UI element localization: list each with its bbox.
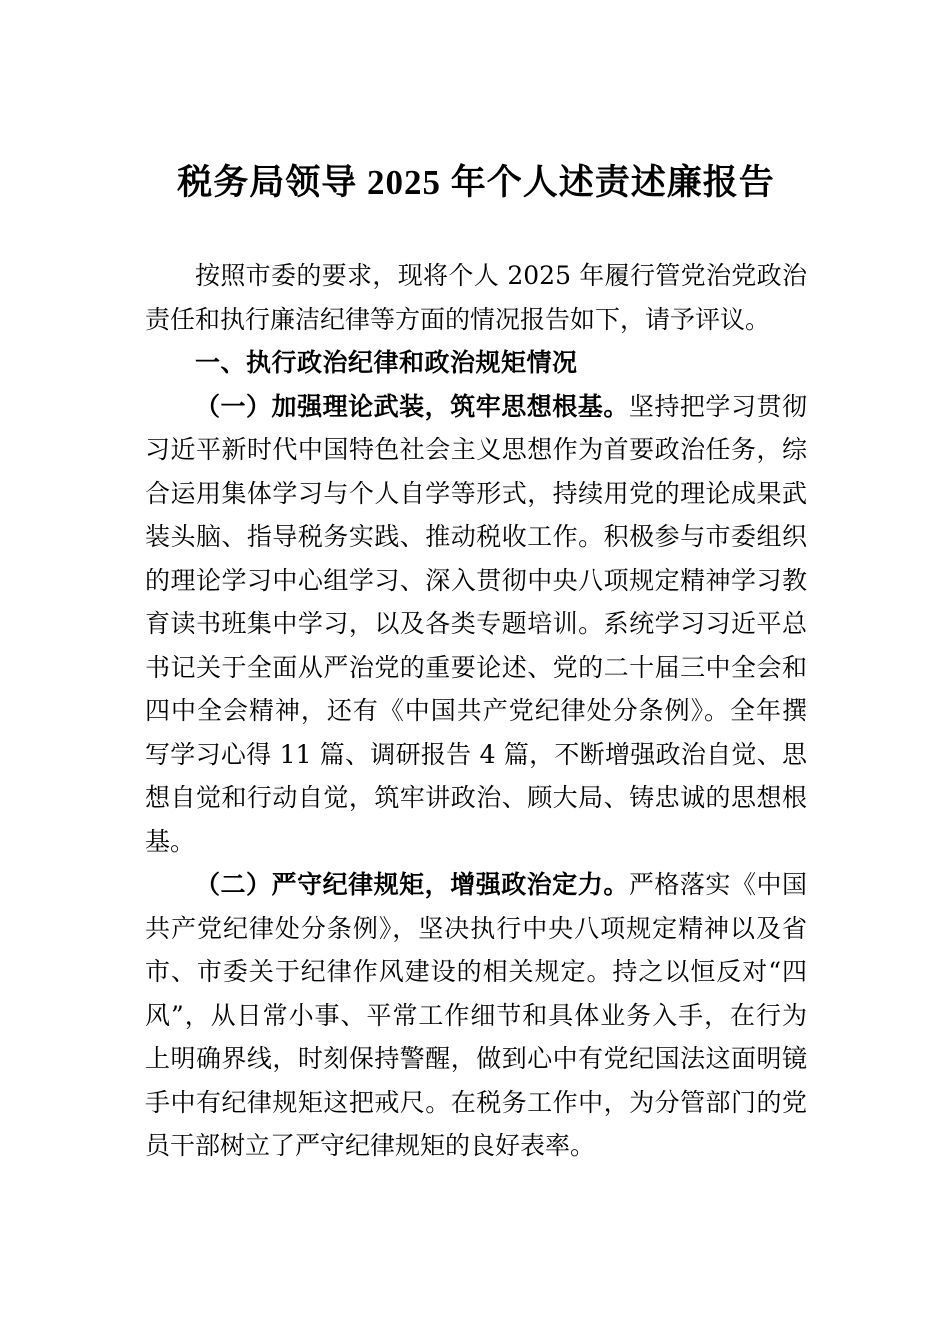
paragraph-item-1 [145, 385, 807, 864]
item-2-lead: （二）严守纪律规矩，增强政治定力。 [195, 870, 629, 899]
item-1-body: 坚持把学习贯彻习近平新时代中国特色社会主义思想作为首要政治任务，综合运用集体学习与个人自学等形式，持续用党的理论成果武装头脑、指导税务实践、推动税收工作。积极参与市委组织的理论学习中心组学习、深入贯彻中央八项规定精神学习教育读书班集中学习，以及各类专题培训。系统学习习近平总书记关于全面从严治党的重要论述、党的二十届三中全会和四中全会精神，还有《中国共产党纪律处分条例》。全年撰写学习心得 11 篇、调研报告 4 篇，不断增强政治自觉、思想自觉和行动自觉，筑牢讲政治、顾大局、铸忠诚的思想根基。 [145, 391, 807, 856]
paragraph-item-2 [145, 863, 807, 1168]
item-1-lead: （一）加强理论武装，筑牢思想根基。 [195, 391, 629, 421]
intro-paragraph [145, 254, 807, 341]
intro-paragraph-text: 按照市委的要求，现将个人 2025 年履行管党治党政治责任和执行廉洁纪律等方面的情况报告如下，请予评议。 [145, 261, 807, 334]
section-1-heading: 一、执行政治纪律和政治规矩情况 [195, 348, 578, 377]
item-2-body: 严格落实《中国共产党纪律处分条例》，坚决执行中央八项规定精神以及省市、市委关于纪律作风建设的相关规定。持之以恒反对“四风”，从日常小事、平常工作细节和具体业务入手，在行为上明确界线，时刻保持警醒，做到心中有党纪国法这面明镜手中有纪律规矩这把戒尺。在税务工作中，为分管部门的党员干部树立了严守纪律规矩的良好表率。 [145, 870, 807, 1160]
document-title: 税务局领导 2025 年个人述责述廉报告 [177, 163, 775, 202]
